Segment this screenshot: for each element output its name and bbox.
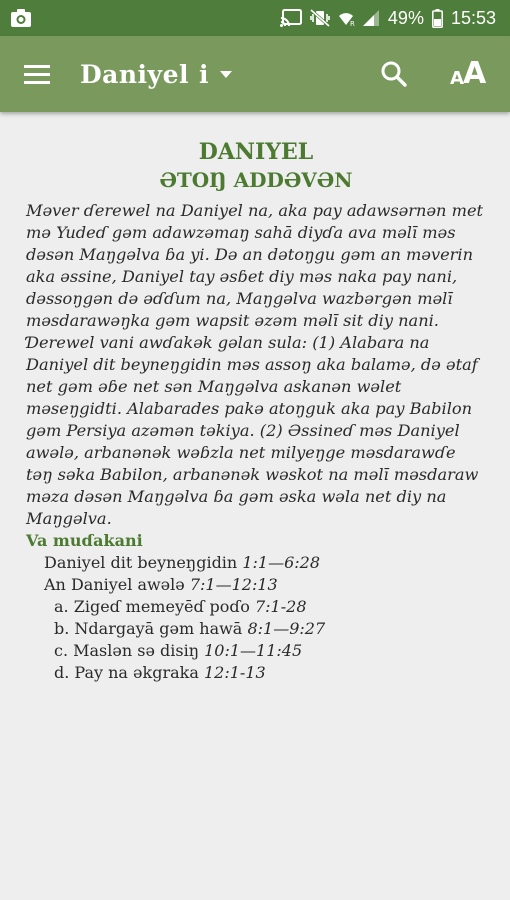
wifi-icon xyxy=(338,9,354,27)
camera-icon xyxy=(10,8,32,28)
chapter-subheading: ƏTOŊ ADDƏVƏN xyxy=(159,168,353,192)
font-size-button[interactable] xyxy=(446,56,490,92)
outline-heading: Va muɗakani xyxy=(26,531,143,550)
menu-icon xyxy=(22,60,56,88)
outline-item-text: An Daniyel awələ xyxy=(44,575,185,594)
battery-percent: 49% xyxy=(387,7,424,28)
outline-item-reference[interactable]: 8:1—9:27 xyxy=(247,619,326,638)
outline-item xyxy=(26,618,486,640)
book-title: Daniyel xyxy=(80,59,189,89)
outline-item-reference[interactable]: 1:1—6:28 xyxy=(242,553,321,572)
search-button[interactable] xyxy=(378,58,410,90)
font-size-icon-small: A xyxy=(450,68,464,89)
search-icon xyxy=(378,58,410,90)
chapter-heading: DANIYEL xyxy=(198,139,314,165)
outline-item xyxy=(26,640,486,662)
app-bar xyxy=(0,36,510,112)
status-indicators xyxy=(280,0,496,36)
signal-icon xyxy=(362,9,380,27)
dropdown-arrow-icon xyxy=(219,69,233,79)
outline-item-text: c. Maslən sə disiŋ xyxy=(54,641,199,660)
outline-item-reference[interactable]: 7:1—12:13 xyxy=(189,575,278,594)
outline-item xyxy=(26,552,486,574)
outline-item-text: b. Ndargayā gəm hawā xyxy=(54,619,243,638)
menu-button[interactable] xyxy=(22,60,56,88)
outline-item-text: d. Pay na əkgraka xyxy=(54,663,199,682)
battery-icon xyxy=(432,9,443,28)
outline-item-reference[interactable]: 7:1-28 xyxy=(254,597,307,616)
intro-paragraph: Məver ɗerewel na Daniyel na, aka pay adawsərnən met mə Yudeɗ gəm adawzəmaŋ sahā diyɗa ava məlī məs dəsən Maŋgəlva ɓa yi. Də an dətoŋgu gəm an məverin aka əssine, Daniyel tay əsɓet diy məs naka pay nani, dəssoŋgən də əɗɗum na, Maŋgəlva wazbərgən məlī məsdarawəŋka gəm wapsit əzəm məlī sit diy nani. Ɗerewel vani awɗakək gəlan sula: (1) Alabara na Daniyel dit beyneŋgidin məs assoŋ aka balamə, də ətaf net gəm əɓe net sən Maŋgəlva askanən wəlet məseŋgidti. Alabarades pakə atoŋguk aka pay Babilon gəm Persiya azəmən təkiya. (2) Əssineɗ məs Daniyel awələ, arbanənək wəɓzla net milyeŋge məsdarawɗe təŋ səka Babilon, arbanənək wəskot na məlī məsdaraw məza dəsən Maŋgəlva ɓa gəm əska wəla net diy na Maŋgəlva. xyxy=(26,201,484,528)
outline-item-reference[interactable]: 12:1-13 xyxy=(203,663,266,682)
outline-item-text: Daniyel dit beyneŋgidin xyxy=(44,553,238,572)
font-size-icon-large: A xyxy=(463,56,487,91)
outline-item xyxy=(26,662,486,684)
book-chapter-selector[interactable] xyxy=(80,54,233,94)
outline-item xyxy=(26,574,486,596)
status-bar xyxy=(0,0,510,36)
outline-item xyxy=(26,596,486,618)
reading-content xyxy=(26,138,486,684)
chapter-number: i xyxy=(198,59,209,89)
outline-item-reference[interactable]: 10:1—11:45 xyxy=(204,641,303,660)
vibrate-mute-icon xyxy=(310,9,330,27)
clock: 15:53 xyxy=(450,7,496,28)
outline-item-text: a. Zigeɗ memeyēɗ poɗo xyxy=(54,597,250,616)
cast-icon xyxy=(280,9,302,27)
outline-list xyxy=(26,552,486,684)
svg-text:R: R xyxy=(349,20,355,28)
